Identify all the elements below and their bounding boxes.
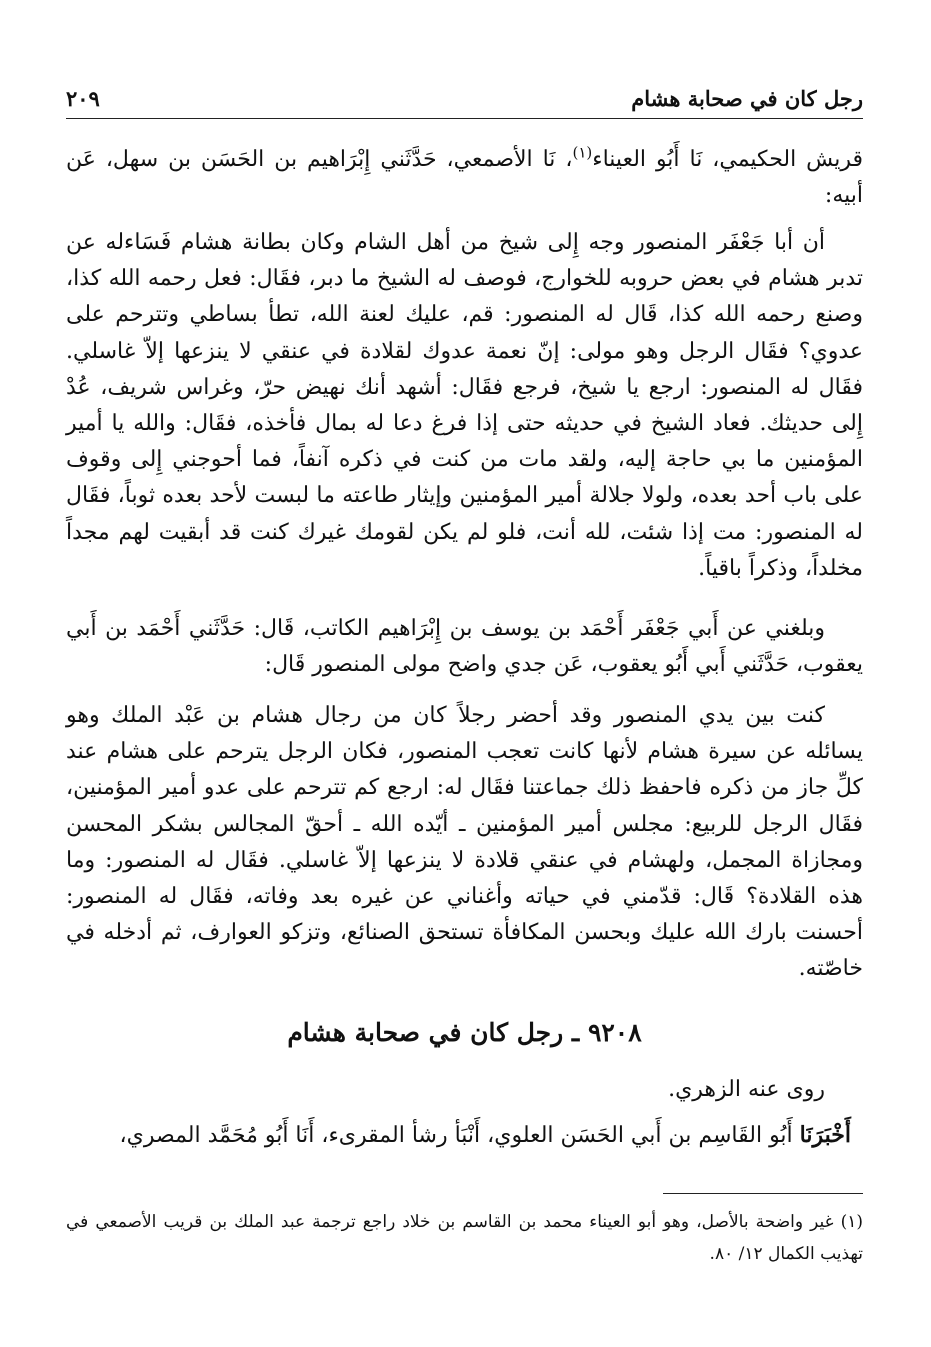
footnote [66, 1206, 863, 1270]
page-number: ٢٠٩ [66, 85, 100, 111]
page-header [66, 78, 863, 119]
paragraph-1-after: ، نَا الأصمعي، حَدَّثَني إِبْرَاهيم بن الحَسَن بن سهل، عَن أبيه: [66, 147, 863, 209]
running-title: رجل كان في صحابة هشام [631, 85, 863, 111]
paragraph-1 [66, 142, 863, 220]
footnote-reference: (١) [572, 143, 593, 162]
page-body [66, 142, 863, 1162]
paragraph-1-before: قريش الحكيمي، نَا أَبُو العيناء [592, 147, 863, 172]
footnote-mark: (١) [840, 1212, 863, 1232]
paragraph-2: أن أبا جَعْفَر المنصور وجه إِلى شيخ من أهل الشام وكان بطانة هشام فَسَاءله عن تدبر هشام في بعض حروبه للخوارج، فوصف له الشيخ ما دبر، فقَال: فعل رحمه الله كذا، وصنع رحمه الله كذا، قَال له المنصور: قم، عليك لعنة الله، تطأ بساطي وتترحم على عدوي؟ فقَال الرجل وهو مولى: إنّ نعمة عدوك لقلادة في عنقي لا ينزعها إلاّ غاسلي. فقَال له المنصور: ارجع يا شيخ، فرجع فقَال: أشهد أنك نهيض حرّ، وغراس شريف، عُدْ إِلى حديثك. فعاد الشيخ في حديثه حتى إذا فرغ دعا له بمال فأخذه، فقَال: والله يا أمير المؤمنين ما بي حاجة إليه، ولقد مات من كنت في ذكره آنفاً، فما أحوجني إِلى وقوف على باب أحد بعده، ولولا جلالة أمير المؤمنين وإيثار طاعته ما لبست لأحد بعده ثوباً، فقَال له المنصور: مت إذا شئت، لله أنت، فلو لم يكن لقومك غيرك كنت قد أبقيت لهم مجداً مخلداً، وذكراً باقياً. [66, 230, 863, 581]
paragraph-5: روى عنه الزهري. [668, 1077, 825, 1102]
section-heading: ٩٢٠٨ ـ رجل كان في صحابة هشام [287, 1018, 642, 1047]
paragraph-6-lead: أَخْبَرَنَا [799, 1122, 851, 1148]
paragraph-3: وبلغني عن أَبي جَعْفَر أَحْمَد بن يوسف بن إِبْرَاهيم الكاتب، قَال: حَدَّثَني أَحْمَد بن أَبي يعقوب، حَدَّثَني أَبي أَبُو يعقوب، عَن جدي واضح مولى المنصور قَال: [66, 616, 863, 678]
footnote-text: غير واضحة بالأصل، وهو أبو العيناء محمد بن القاسم بن خلاد راجع ترجمة عبد الملك بن قريب الأصمعي في تهذيب الكمال ١٢/ ٨٠. [66, 1212, 863, 1264]
paragraph-6-rest: أَبُو القَاسِم بن أَبي الحَسَن العلوي، أَنْبَأ رشأ المقرىء، أَنَا أَبُو مُحَمَّد المصري، [119, 1123, 800, 1148]
footnote-divider [663, 1193, 863, 1194]
paragraph-6 [66, 1117, 863, 1157]
paragraph-4: كنت بين يدي المنصور وقد أحضر رجلاً كان من رجال هشام بن عَبْد الملك وهو يسائله عن سيرة هشام لأنها كانت تعجب المنصور، فكان الرجل يترحم على هشام عند كلِّ جاز من ذكره فاحفظ ذلك جماعتنا فقَال له: ارجع كم تترحم على عدو أمير المؤمنين، فقَال الرجل للربيع: مجلس أمير المؤمنين ـ أيّده الله ـ أحقّ المجالس بشكر المحسن ومجازاة المجمل، ولهشام في عنقي قلادة لا ينزعها إلاّ غاسلي. فقَال له المنصور: وما هذه القلادة؟ قَال: قدّمني في حياته وأغناني عن غيره بعد وفاته، فقَال له المنصور: أحسنت بارك الله عليك وبحسن المكافأة تستحق الصنائع، وتزكو العوارف، ثم أدخله في خاصّته. [66, 703, 864, 982]
